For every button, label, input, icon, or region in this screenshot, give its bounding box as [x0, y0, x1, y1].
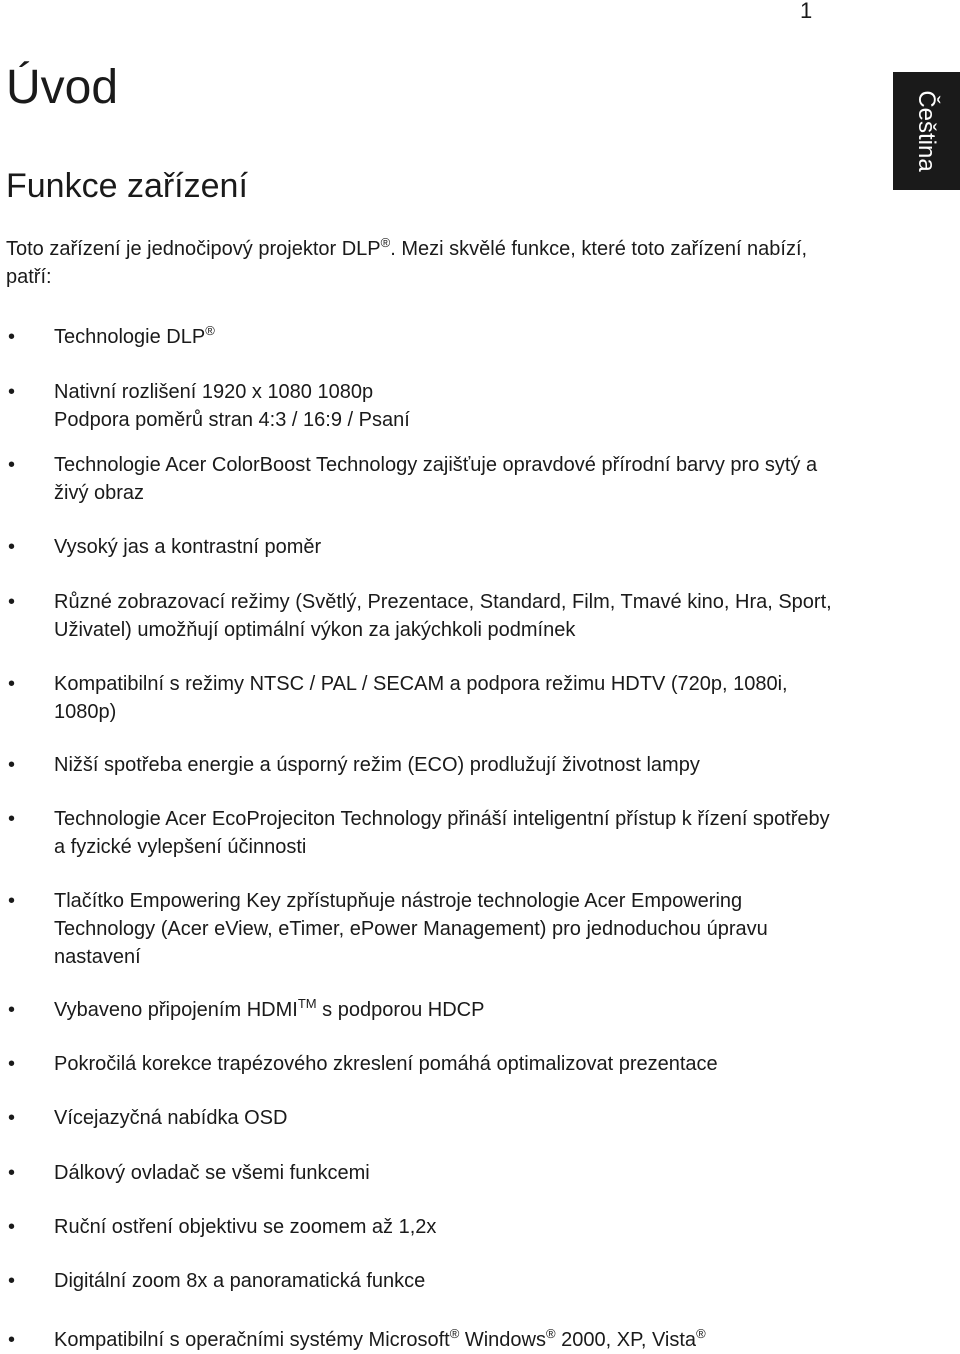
registered-mark: ® [545, 1326, 556, 1341]
list-item: • Kompatibilní s operačními systémy Microsoft® Windows® 2000, XP, Vista® [54, 1326, 834, 1354]
registered-mark: ® [380, 235, 391, 250]
list-item: • Vysoký jas a kontrastní poměr [54, 533, 834, 561]
list-item: • Tlačítko Empowering Key zpřístupňuje nástroje technologie Acer Empowering Technology (Acer eView, eTimer, ePower Management) pro jednoduchou úpravu nastavení [54, 887, 834, 971]
registered-mark: ® [205, 323, 215, 338]
chapter-title: Úvod [6, 61, 119, 114]
section-title: Funkce zařízení [6, 167, 248, 205]
registered-mark: ® [696, 1326, 706, 1341]
registered-mark: ® [449, 1326, 460, 1341]
list-item: • Různé zobrazovací režimy (Světlý, Prezentace, Standard, Film, Tmavé kino, Hra, Sport, Uživatel) umožňují optimální výkon za jakýchkoli podmínek [54, 588, 834, 644]
trademark-mark: TM [297, 996, 317, 1011]
list-item: • Nativní rozlišení 1920 x 1080 1080p Podpora poměrů stran 4:3 / 16:9 / Psaní [54, 378, 834, 434]
list-item: • Nižší spotřeba energie a úsporný režim (ECO) prodlužují životnost lampy [54, 751, 834, 779]
intro-text: Toto zařízení je jednočipový projektor DLP [6, 238, 381, 260]
intro-paragraph [6, 235, 826, 291]
list-item: • Technologie Acer ColorBoost Technology zajišťuje opravdové přírodní barvy pro sytý a živý obraz [54, 451, 834, 507]
language-tab [893, 72, 960, 190]
list-item: • Vybaveno připojením HDMI™ s podporou HDCP [54, 996, 834, 1024]
language-tab-label: Čeština [913, 90, 940, 172]
list-item: • Digitální zoom 8x a panoramatická funkce [54, 1267, 834, 1295]
page-number: 1 [800, 0, 813, 23]
intro-text-continued: . Mezi skvělé funkce, které toto zařízení nabízí, patří: [6, 238, 808, 288]
list-item: • Kompatibilní s režimy NTSC / PAL / SECAM a podpora režimu HDTV (720p, 1080i, 1080p) [54, 670, 834, 726]
list-item: • Technologie DLP® [54, 323, 834, 351]
list-item: • Ruční ostření objektivu se zoomem až 1,2x [54, 1213, 834, 1241]
list-item: • Technologie Acer EcoProjeciton Technology přináší inteligentní přístup k řízení spotřeby a fyzické vylepšení účinnosti [54, 805, 834, 861]
list-item: • Vícejazyčná nabídka OSD [54, 1104, 834, 1132]
list-item: • Dálkový ovladač se všemi funkcemi [54, 1159, 834, 1187]
list-item: • Pokročilá korekce trapézového zkreslení pomáhá optimalizovat prezentace [54, 1050, 834, 1078]
